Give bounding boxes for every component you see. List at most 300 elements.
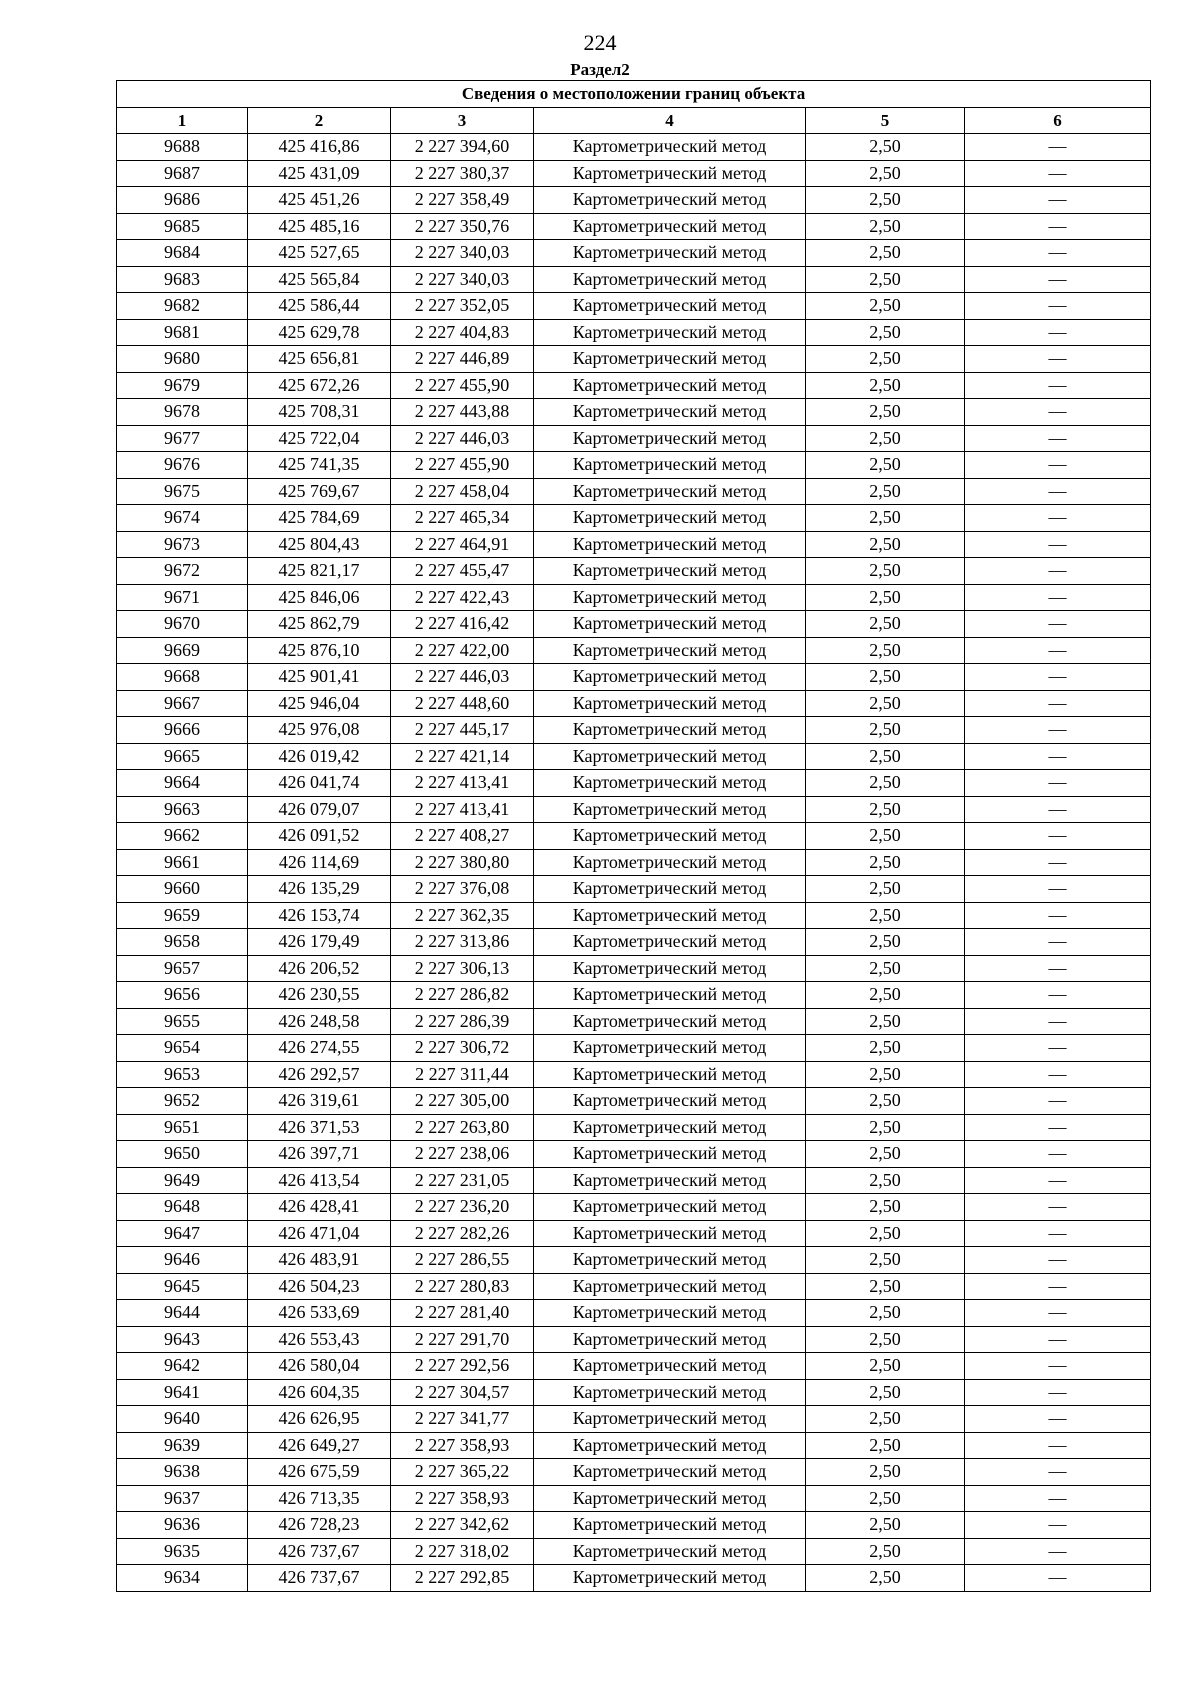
y-coordinate-cell: 2 227 408,27 bbox=[391, 823, 534, 850]
accuracy-cell: 2,50 bbox=[806, 240, 965, 267]
point-number-cell: 9644 bbox=[117, 1300, 248, 1327]
x-coordinate-cell: 426 397,71 bbox=[248, 1141, 391, 1168]
x-coordinate-cell: 426 533,69 bbox=[248, 1300, 391, 1327]
point-number-cell: 9651 bbox=[117, 1114, 248, 1141]
y-coordinate-cell: 2 227 350,76 bbox=[391, 213, 534, 240]
x-coordinate-cell: 426 713,35 bbox=[248, 1485, 391, 1512]
accuracy-cell: 2,50 bbox=[806, 982, 965, 1009]
x-coordinate-cell: 425 876,10 bbox=[248, 637, 391, 664]
table-row bbox=[117, 823, 1151, 850]
x-coordinate-cell: 426 079,07 bbox=[248, 796, 391, 823]
x-coordinate-cell: 425 416,86 bbox=[248, 134, 391, 161]
table-row bbox=[117, 611, 1151, 638]
accuracy-cell: 2,50 bbox=[806, 1061, 965, 1088]
x-coordinate-cell: 426 091,52 bbox=[248, 823, 391, 850]
y-coordinate-cell: 2 227 352,05 bbox=[391, 293, 534, 320]
table-row bbox=[117, 1247, 1151, 1274]
point-number-cell: 9676 bbox=[117, 452, 248, 479]
table-row bbox=[117, 849, 1151, 876]
x-coordinate-cell: 426 675,59 bbox=[248, 1459, 391, 1486]
point-number-cell: 9645 bbox=[117, 1273, 248, 1300]
table-row bbox=[117, 1008, 1151, 1035]
point-number-cell: 9648 bbox=[117, 1194, 248, 1221]
point-number-cell: 9636 bbox=[117, 1512, 248, 1539]
method-cell: Картометрический метод bbox=[534, 266, 806, 293]
x-coordinate-cell: 425 784,69 bbox=[248, 505, 391, 532]
y-coordinate-cell: 2 227 231,05 bbox=[391, 1167, 534, 1194]
y-coordinate-cell: 2 227 376,08 bbox=[391, 876, 534, 903]
point-number-cell: 9641 bbox=[117, 1379, 248, 1406]
x-coordinate-cell: 426 428,41 bbox=[248, 1194, 391, 1221]
accuracy-cell: 2,50 bbox=[806, 743, 965, 770]
method-cell: Картометрический метод bbox=[534, 1485, 806, 1512]
method-cell: Картометрический метод bbox=[534, 478, 806, 505]
accuracy-cell: 2,50 bbox=[806, 478, 965, 505]
x-coordinate-cell: 426 471,04 bbox=[248, 1220, 391, 1247]
table-caption-row bbox=[117, 81, 1151, 108]
point-number-cell: 9653 bbox=[117, 1061, 248, 1088]
y-coordinate-cell: 2 227 380,80 bbox=[391, 849, 534, 876]
point-number-cell: 9661 bbox=[117, 849, 248, 876]
table-row bbox=[117, 902, 1151, 929]
x-coordinate-cell: 426 135,29 bbox=[248, 876, 391, 903]
description-cell: — bbox=[965, 664, 1151, 691]
method-cell: Картометрический метод bbox=[534, 770, 806, 797]
accuracy-cell: 2,50 bbox=[806, 611, 965, 638]
accuracy-cell: 2,50 bbox=[806, 1114, 965, 1141]
method-cell: Картометрический метод bbox=[534, 399, 806, 426]
y-coordinate-cell: 2 227 236,20 bbox=[391, 1194, 534, 1221]
point-number-cell: 9671 bbox=[117, 584, 248, 611]
point-number-cell: 9635 bbox=[117, 1538, 248, 1565]
method-cell: Картометрический метод bbox=[534, 717, 806, 744]
x-coordinate-cell: 426 580,04 bbox=[248, 1353, 391, 1380]
description-cell: — bbox=[965, 531, 1151, 558]
description-cell: — bbox=[965, 717, 1151, 744]
table-row bbox=[117, 770, 1151, 797]
y-coordinate-cell: 2 227 455,90 bbox=[391, 452, 534, 479]
method-cell: Картометрический метод bbox=[534, 1008, 806, 1035]
description-cell: — bbox=[965, 505, 1151, 532]
description-cell: — bbox=[965, 1035, 1151, 1062]
table-row bbox=[117, 1220, 1151, 1247]
table-row bbox=[117, 1035, 1151, 1062]
accuracy-cell: 2,50 bbox=[806, 319, 965, 346]
accuracy-cell: 2,50 bbox=[806, 293, 965, 320]
accuracy-cell: 2,50 bbox=[806, 717, 965, 744]
method-cell: Картометрический метод bbox=[534, 1088, 806, 1115]
point-number-cell: 9659 bbox=[117, 902, 248, 929]
description-cell: — bbox=[965, 187, 1151, 214]
accuracy-cell: 2,50 bbox=[806, 637, 965, 664]
table-row bbox=[117, 982, 1151, 1009]
table-row bbox=[117, 1459, 1151, 1486]
y-coordinate-cell: 2 227 286,82 bbox=[391, 982, 534, 1009]
y-coordinate-cell: 2 227 413,41 bbox=[391, 770, 534, 797]
description-cell: — bbox=[965, 584, 1151, 611]
table-row bbox=[117, 743, 1151, 770]
point-number-cell: 9673 bbox=[117, 531, 248, 558]
method-cell: Картометрический метод bbox=[534, 584, 806, 611]
x-coordinate-cell: 425 708,31 bbox=[248, 399, 391, 426]
method-cell: Картометрический метод bbox=[534, 1512, 806, 1539]
y-coordinate-cell: 2 227 306,72 bbox=[391, 1035, 534, 1062]
description-cell: — bbox=[965, 1194, 1151, 1221]
method-cell: Картометрический метод bbox=[534, 372, 806, 399]
description-cell: — bbox=[965, 1459, 1151, 1486]
y-coordinate-cell: 2 227 291,70 bbox=[391, 1326, 534, 1353]
accuracy-cell: 2,50 bbox=[806, 823, 965, 850]
x-coordinate-cell: 425 565,84 bbox=[248, 266, 391, 293]
table-row bbox=[117, 664, 1151, 691]
method-cell: Картометрический метод bbox=[534, 1300, 806, 1327]
y-coordinate-cell: 2 227 446,03 bbox=[391, 664, 534, 691]
table-row bbox=[117, 1326, 1151, 1353]
x-coordinate-cell: 426 737,67 bbox=[248, 1565, 391, 1592]
point-number-cell: 9687 bbox=[117, 160, 248, 187]
method-cell: Картометрический метод bbox=[534, 240, 806, 267]
x-coordinate-cell: 426 041,74 bbox=[248, 770, 391, 797]
method-cell: Картометрический метод bbox=[534, 902, 806, 929]
description-cell: — bbox=[965, 770, 1151, 797]
accuracy-cell: 2,50 bbox=[806, 160, 965, 187]
point-number-cell: 9658 bbox=[117, 929, 248, 956]
table-row bbox=[117, 293, 1151, 320]
description-cell: — bbox=[965, 425, 1151, 452]
method-cell: Картометрический метод bbox=[534, 558, 806, 585]
description-cell: — bbox=[965, 1088, 1151, 1115]
description-cell: — bbox=[965, 1379, 1151, 1406]
description-cell: — bbox=[965, 558, 1151, 585]
table-row bbox=[117, 1194, 1151, 1221]
point-number-cell: 9652 bbox=[117, 1088, 248, 1115]
section-title: Раздел2 bbox=[570, 60, 630, 79]
y-coordinate-cell: 2 227 404,83 bbox=[391, 319, 534, 346]
y-coordinate-cell: 2 227 358,49 bbox=[391, 187, 534, 214]
accuracy-cell: 2,50 bbox=[806, 902, 965, 929]
x-coordinate-cell: 425 741,35 bbox=[248, 452, 391, 479]
description-cell: — bbox=[965, 213, 1151, 240]
description-cell: — bbox=[965, 452, 1151, 479]
method-cell: Картометрический метод bbox=[534, 1379, 806, 1406]
method-cell: Картометрический метод bbox=[534, 611, 806, 638]
x-coordinate-cell: 425 946,04 bbox=[248, 690, 391, 717]
x-coordinate-cell: 425 431,09 bbox=[248, 160, 391, 187]
table-row bbox=[117, 876, 1151, 903]
page-number: 224 bbox=[583, 30, 617, 55]
method-cell: Картометрический метод bbox=[534, 160, 806, 187]
method-cell: Картометрический метод bbox=[534, 1353, 806, 1380]
x-coordinate-cell: 426 371,53 bbox=[248, 1114, 391, 1141]
y-coordinate-cell: 2 227 421,14 bbox=[391, 743, 534, 770]
method-cell: Картометрический метод bbox=[534, 1220, 806, 1247]
table-row bbox=[117, 266, 1151, 293]
table-row bbox=[117, 319, 1151, 346]
description-cell: — bbox=[965, 611, 1151, 638]
table-body bbox=[117, 134, 1151, 1592]
table-row bbox=[117, 346, 1151, 373]
x-coordinate-cell: 426 274,55 bbox=[248, 1035, 391, 1062]
table-row bbox=[117, 1088, 1151, 1115]
point-number-cell: 9646 bbox=[117, 1247, 248, 1274]
table-row bbox=[117, 425, 1151, 452]
description-cell: — bbox=[965, 346, 1151, 373]
y-coordinate-cell: 2 227 342,62 bbox=[391, 1512, 534, 1539]
y-coordinate-cell: 2 227 365,22 bbox=[391, 1459, 534, 1486]
column-header-3: 3 bbox=[391, 107, 534, 134]
y-coordinate-cell: 2 227 413,41 bbox=[391, 796, 534, 823]
x-coordinate-cell: 425 656,81 bbox=[248, 346, 391, 373]
x-coordinate-cell: 425 672,26 bbox=[248, 372, 391, 399]
description-cell: — bbox=[965, 1326, 1151, 1353]
table-row bbox=[117, 1061, 1151, 1088]
table-row bbox=[117, 505, 1151, 532]
x-coordinate-cell: 426 483,91 bbox=[248, 1247, 391, 1274]
accuracy-cell: 2,50 bbox=[806, 1088, 965, 1115]
accuracy-cell: 2,50 bbox=[806, 134, 965, 161]
method-cell: Картометрический метод bbox=[534, 796, 806, 823]
point-number-cell: 9682 bbox=[117, 293, 248, 320]
accuracy-cell: 2,50 bbox=[806, 1008, 965, 1035]
point-number-cell: 9678 bbox=[117, 399, 248, 426]
y-coordinate-cell: 2 227 286,39 bbox=[391, 1008, 534, 1035]
table-row bbox=[117, 929, 1151, 956]
table-row bbox=[117, 160, 1151, 187]
column-header-1: 1 bbox=[117, 107, 248, 134]
point-number-cell: 9672 bbox=[117, 558, 248, 585]
x-coordinate-cell: 426 114,69 bbox=[248, 849, 391, 876]
table-row bbox=[117, 1379, 1151, 1406]
method-cell: Картометрический метод bbox=[534, 1459, 806, 1486]
y-coordinate-cell: 2 227 422,00 bbox=[391, 637, 534, 664]
x-coordinate-cell: 426 179,49 bbox=[248, 929, 391, 956]
x-coordinate-cell: 426 206,52 bbox=[248, 955, 391, 982]
method-cell: Картометрический метод bbox=[534, 1167, 806, 1194]
description-cell: — bbox=[965, 849, 1151, 876]
description-cell: — bbox=[965, 478, 1151, 505]
accuracy-cell: 2,50 bbox=[806, 929, 965, 956]
accuracy-cell: 2,50 bbox=[806, 1300, 965, 1327]
accuracy-cell: 2,50 bbox=[806, 1432, 965, 1459]
point-number-cell: 9662 bbox=[117, 823, 248, 850]
point-number-cell: 9670 bbox=[117, 611, 248, 638]
x-coordinate-cell: 425 451,26 bbox=[248, 187, 391, 214]
point-number-cell: 9637 bbox=[117, 1485, 248, 1512]
method-cell: Картометрический метод bbox=[534, 1247, 806, 1274]
x-coordinate-cell: 426 737,67 bbox=[248, 1538, 391, 1565]
accuracy-cell: 2,50 bbox=[806, 1406, 965, 1433]
point-number-cell: 9655 bbox=[117, 1008, 248, 1035]
description-cell: — bbox=[965, 690, 1151, 717]
description-cell: — bbox=[965, 319, 1151, 346]
method-cell: Картометрический метод bbox=[534, 823, 806, 850]
method-cell: Картометрический метод bbox=[534, 213, 806, 240]
x-coordinate-cell: 425 846,06 bbox=[248, 584, 391, 611]
x-coordinate-cell: 426 413,54 bbox=[248, 1167, 391, 1194]
y-coordinate-cell: 2 227 304,57 bbox=[391, 1379, 534, 1406]
table-row bbox=[117, 1538, 1151, 1565]
y-coordinate-cell: 2 227 263,80 bbox=[391, 1114, 534, 1141]
y-coordinate-cell: 2 227 340,03 bbox=[391, 240, 534, 267]
accuracy-cell: 2,50 bbox=[806, 346, 965, 373]
x-coordinate-cell: 425 629,78 bbox=[248, 319, 391, 346]
point-number-cell: 9679 bbox=[117, 372, 248, 399]
description-cell: — bbox=[965, 1538, 1151, 1565]
point-number-cell: 9634 bbox=[117, 1565, 248, 1592]
description-cell: — bbox=[965, 1432, 1151, 1459]
accuracy-cell: 2,50 bbox=[806, 213, 965, 240]
accuracy-cell: 2,50 bbox=[806, 796, 965, 823]
table-row bbox=[117, 134, 1151, 161]
y-coordinate-cell: 2 227 238,06 bbox=[391, 1141, 534, 1168]
method-cell: Картометрический метод bbox=[534, 849, 806, 876]
description-cell: — bbox=[965, 1247, 1151, 1274]
y-coordinate-cell: 2 227 280,83 bbox=[391, 1273, 534, 1300]
table-row bbox=[117, 717, 1151, 744]
x-coordinate-cell: 425 769,67 bbox=[248, 478, 391, 505]
accuracy-cell: 2,50 bbox=[806, 505, 965, 532]
method-cell: Картометрический метод bbox=[534, 134, 806, 161]
point-number-cell: 9684 bbox=[117, 240, 248, 267]
point-number-cell: 9642 bbox=[117, 1353, 248, 1380]
description-cell: — bbox=[965, 982, 1151, 1009]
point-number-cell: 9686 bbox=[117, 187, 248, 214]
x-coordinate-cell: 425 901,41 bbox=[248, 664, 391, 691]
accuracy-cell: 2,50 bbox=[806, 531, 965, 558]
accuracy-cell: 2,50 bbox=[806, 558, 965, 585]
y-coordinate-cell: 2 227 358,93 bbox=[391, 1485, 534, 1512]
x-coordinate-cell: 425 862,79 bbox=[248, 611, 391, 638]
table-row bbox=[117, 399, 1151, 426]
point-number-cell: 9669 bbox=[117, 637, 248, 664]
y-coordinate-cell: 2 227 455,47 bbox=[391, 558, 534, 585]
method-cell: Картометрический метод bbox=[534, 1538, 806, 1565]
point-number-cell: 9683 bbox=[117, 266, 248, 293]
table-row bbox=[117, 1273, 1151, 1300]
description-cell: — bbox=[965, 1141, 1151, 1168]
accuracy-cell: 2,50 bbox=[806, 664, 965, 691]
point-number-cell: 9640 bbox=[117, 1406, 248, 1433]
table-row bbox=[117, 1432, 1151, 1459]
point-number-cell: 9647 bbox=[117, 1220, 248, 1247]
description-cell: — bbox=[965, 160, 1151, 187]
accuracy-cell: 2,50 bbox=[806, 372, 965, 399]
method-cell: Картометрический метод bbox=[534, 346, 806, 373]
method-cell: Картометрический метод bbox=[534, 690, 806, 717]
table-row bbox=[117, 1167, 1151, 1194]
x-coordinate-cell: 426 604,35 bbox=[248, 1379, 391, 1406]
accuracy-cell: 2,50 bbox=[806, 452, 965, 479]
table-row bbox=[117, 796, 1151, 823]
y-coordinate-cell: 2 227 465,34 bbox=[391, 505, 534, 532]
table-row bbox=[117, 452, 1151, 479]
y-coordinate-cell: 2 227 416,42 bbox=[391, 611, 534, 638]
accuracy-cell: 2,50 bbox=[806, 770, 965, 797]
y-coordinate-cell: 2 227 292,56 bbox=[391, 1353, 534, 1380]
accuracy-cell: 2,50 bbox=[806, 1167, 965, 1194]
x-coordinate-cell: 426 626,95 bbox=[248, 1406, 391, 1433]
y-coordinate-cell: 2 227 282,26 bbox=[391, 1220, 534, 1247]
table-row bbox=[117, 558, 1151, 585]
method-cell: Картометрический метод bbox=[534, 531, 806, 558]
point-number-cell: 9666 bbox=[117, 717, 248, 744]
point-number-cell: 9664 bbox=[117, 770, 248, 797]
description-cell: — bbox=[965, 637, 1151, 664]
description-cell: — bbox=[965, 372, 1151, 399]
column-header-4: 4 bbox=[534, 107, 806, 134]
y-coordinate-cell: 2 227 313,86 bbox=[391, 929, 534, 956]
method-cell: Картометрический метод bbox=[534, 319, 806, 346]
point-number-cell: 9654 bbox=[117, 1035, 248, 1062]
point-number-cell: 9681 bbox=[117, 319, 248, 346]
description-cell: — bbox=[965, 1167, 1151, 1194]
point-number-cell: 9680 bbox=[117, 346, 248, 373]
description-cell: — bbox=[965, 1300, 1151, 1327]
x-coordinate-cell: 426 728,23 bbox=[248, 1512, 391, 1539]
method-cell: Картометрический метод bbox=[534, 929, 806, 956]
accuracy-cell: 2,50 bbox=[806, 1194, 965, 1221]
table-row bbox=[117, 187, 1151, 214]
y-coordinate-cell: 2 227 458,04 bbox=[391, 478, 534, 505]
y-coordinate-cell: 2 227 394,60 bbox=[391, 134, 534, 161]
method-cell: Картометрический метод bbox=[534, 187, 806, 214]
method-cell: Картометрический метод bbox=[534, 876, 806, 903]
table-row bbox=[117, 1565, 1151, 1592]
description-cell: — bbox=[965, 399, 1151, 426]
table-row bbox=[117, 637, 1151, 664]
x-coordinate-cell: 425 586,44 bbox=[248, 293, 391, 320]
point-number-cell: 9674 bbox=[117, 505, 248, 532]
method-cell: Картометрический метод bbox=[534, 1114, 806, 1141]
y-coordinate-cell: 2 227 318,02 bbox=[391, 1538, 534, 1565]
description-cell: — bbox=[965, 1485, 1151, 1512]
accuracy-cell: 2,50 bbox=[806, 955, 965, 982]
point-number-cell: 9660 bbox=[117, 876, 248, 903]
y-coordinate-cell: 2 227 341,77 bbox=[391, 1406, 534, 1433]
table-row bbox=[117, 478, 1151, 505]
table-row bbox=[117, 531, 1151, 558]
point-number-cell: 9643 bbox=[117, 1326, 248, 1353]
y-coordinate-cell: 2 227 464,91 bbox=[391, 531, 534, 558]
accuracy-cell: 2,50 bbox=[806, 1035, 965, 1062]
accuracy-cell: 2,50 bbox=[806, 1273, 965, 1300]
method-cell: Картометрический метод bbox=[534, 1141, 806, 1168]
x-coordinate-cell: 425 722,04 bbox=[248, 425, 391, 452]
x-coordinate-cell: 426 553,43 bbox=[248, 1326, 391, 1353]
y-coordinate-cell: 2 227 448,60 bbox=[391, 690, 534, 717]
x-coordinate-cell: 425 485,16 bbox=[248, 213, 391, 240]
method-cell: Картометрический метод bbox=[534, 955, 806, 982]
description-cell: — bbox=[965, 902, 1151, 929]
method-cell: Картометрический метод bbox=[534, 664, 806, 691]
accuracy-cell: 2,50 bbox=[806, 187, 965, 214]
accuracy-cell: 2,50 bbox=[806, 1379, 965, 1406]
table-row bbox=[117, 1512, 1151, 1539]
table-caption: Сведения о местоположении границ объекта bbox=[117, 81, 1151, 108]
column-header-6: 6 bbox=[965, 107, 1151, 134]
y-coordinate-cell: 2 227 340,03 bbox=[391, 266, 534, 293]
accuracy-cell: 2,50 bbox=[806, 1326, 965, 1353]
accuracy-cell: 2,50 bbox=[806, 876, 965, 903]
table-row bbox=[117, 213, 1151, 240]
accuracy-cell: 2,50 bbox=[806, 1538, 965, 1565]
y-coordinate-cell: 2 227 422,43 bbox=[391, 584, 534, 611]
x-coordinate-cell: 426 649,27 bbox=[248, 1432, 391, 1459]
x-coordinate-cell: 426 248,58 bbox=[248, 1008, 391, 1035]
method-cell: Картометрический метод bbox=[534, 452, 806, 479]
description-cell: — bbox=[965, 1565, 1151, 1592]
description-cell: — bbox=[965, 876, 1151, 903]
